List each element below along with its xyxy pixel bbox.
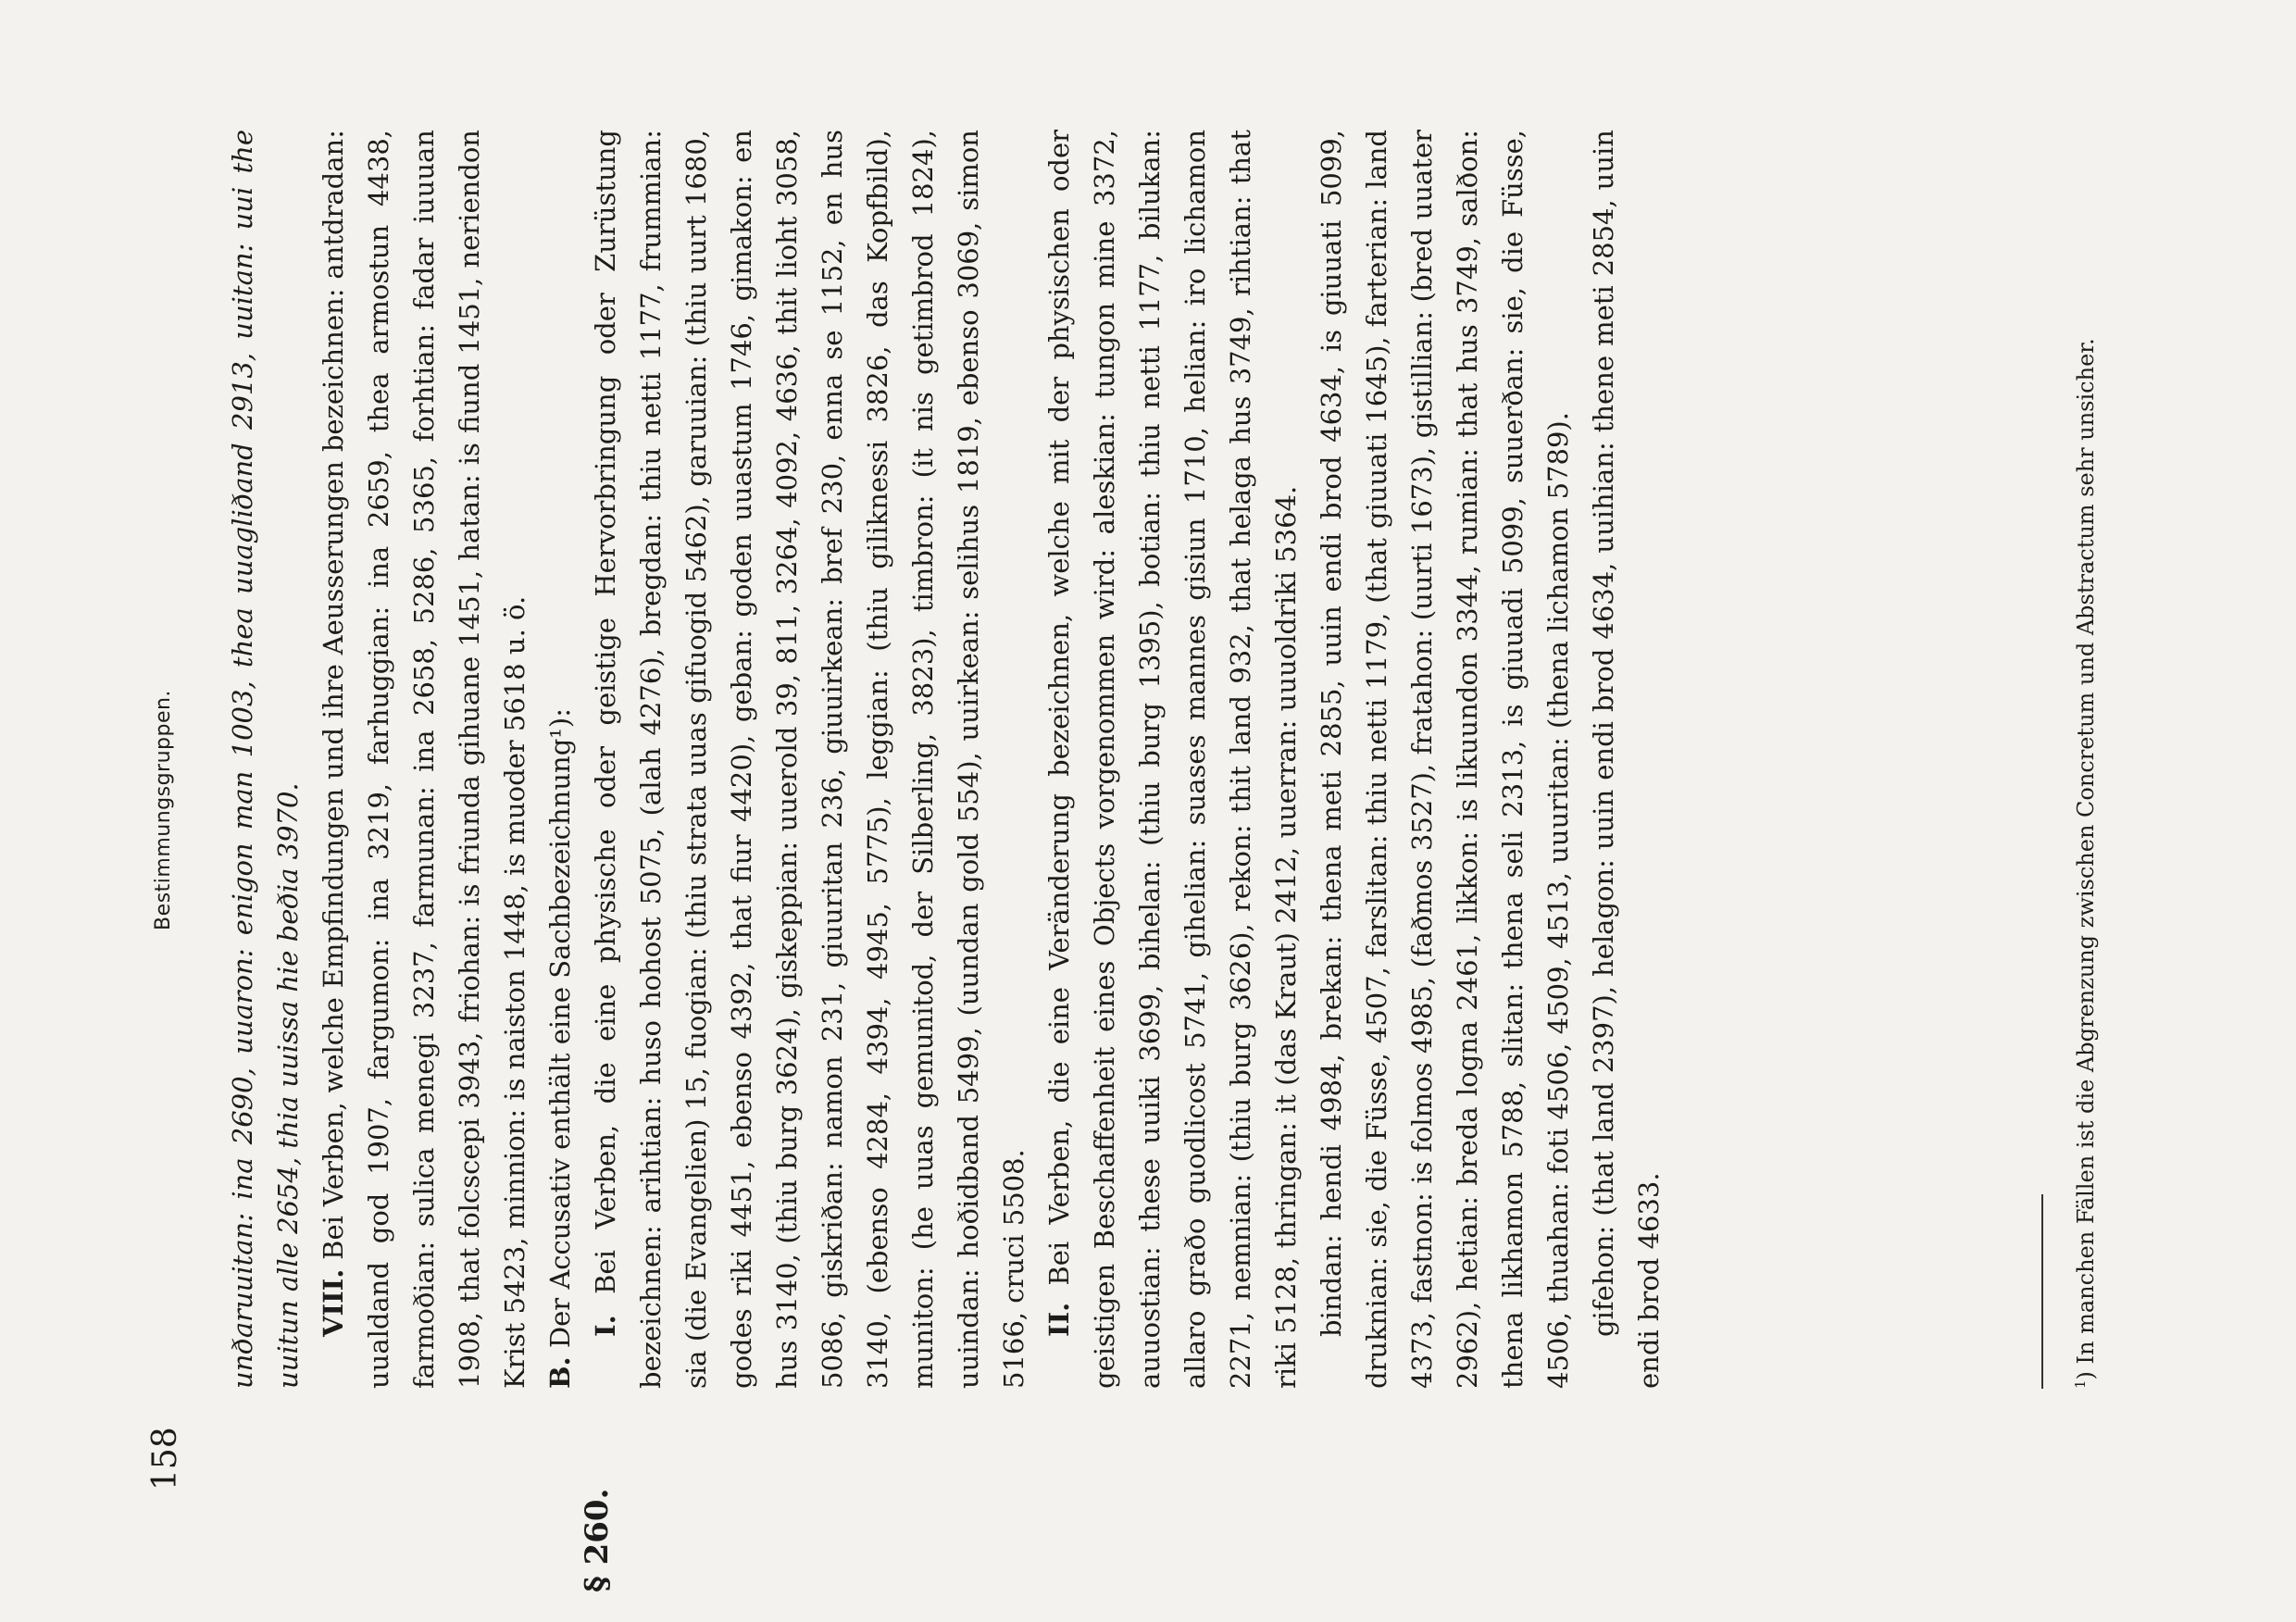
section-label: § 260. (579, 1488, 616, 1592)
letter-b: B. (544, 1356, 576, 1389)
footnote-mark: 1 (2072, 1379, 2089, 1389)
numeral-i: I. (590, 1315, 621, 1337)
numeral-ii: II. (1043, 1302, 1075, 1337)
paragraph-bindan: bindan: hendi 4984, brekan: thena meti 2855, uuin endi brod 4634, is giuuati 5099, druknian: sie, die Füsse, 4507, farslitan: thiu netti 1179, (that giuuati 1645), farterian: land 4373, fastnon: is folmos 4985, (faðmos 3527), fratahon: (uurti 1673), gistillian: (bred uuater 2962), hetian: breda logna 2461, likkon: is likuundon 3344, rumian: that hus 3749, salðon: thena likhamon 5788, slitan: thena seli 2313, is giuuadi 5099, suuerðan: sie, die Füsse, 4506, thuahan: foti 4506, 4509, 4513, uuuritan: (thena lichamon 5789). (1316, 130, 1574, 1389)
paragraph-ii: II. Bei Verben, die eine Veränderung bezeichnen, welche mit der physischen oder geistigen Beschaffenheit eines Objects vorgenommen wird: aleskian: tungon mine 3372, auuostian: these uuiki 3699, bihelan: (thiu burg 1395), botian: thiu netti 1177, bilukan: allaro graðo guodlicost 5741, gihelian: suases mannes gisiun 1710, helian: iro lichamon 2271, nemnian: (thiu burg 3626), rekon: thit land 932, that helaga hus 3749, rihtian: that riki 5128, thringan: it (das Kraut) 2412, uuerran: uuuoldriki 5364. (1043, 129, 1302, 1389)
paragraph-viii: VIII. Bei Verben, welche Empfindungen und ihre Aeusserungen bezeichnen: antdradan: uualdand god 1907, fargumon: ina 3219, farhuggian: ina 2659, thea armostun 4438, farmoðian: sulica menegi 3237, farmunan: ina 2658, 5286, 5365, forhtian: fadar iuuuan 1908, that folcscepi 3943, friohan: is friunda gihuane 1451, hatan: is fiund 1451, neriendon Krist 5423, minnion: is naiston 1448, is muoder 5618 u. ö. (318, 130, 530, 1389)
footnote-rule (2041, 1194, 2043, 1389)
running-head: Bestimmungsgruppen. (152, 690, 175, 930)
heading-b: B. Der Accusativ enthält eine Sachbezeichnung¹): (544, 708, 576, 1389)
footnote: $^1$) In manchen Fällen ist die Abgrenzung zwischen Concretum und Abstractum sehr unsicher. (2072, 338, 2099, 1389)
main-text (220, 130, 1672, 1389)
paragraph-i: I. Bei Verben, die eine physische oder geistige Hervorbringung oder Zurüstung bezeichnen: arihtian: huso hohost 5075, (alah 4276), bregdan: thiu netti 1177, frummian: sia (die Evangelien) 15, fuogian: (thiu strata uuas gifuogid 5462), garuuian: (thiu uurt 1680, godes riki 4451, ebenso 4392, that fiur 4420), geban: goden uuastum 1746, gimakon: en hus 3140, (thiu burg 3624), giskeppian: uuerold 39, 811, 3264, 4092, 4636, thit lioht 3058, 5086, giskriðan: namon 231, giuuritan 236, giuuirkean: bref 230, enna se 1152, en hus 3140, (ebenso 4284, 4394, 4945, 5775), leggian: (thiu giliknessi 3826, das Kopfbild), muniton: (he uuas gemunitod, der Silberling, 3823), timbron: (it nis getimbrod 1824), uuindan: hoðidband 5499, (uundan gold 554), uuirkean: selihus 1819, ebenso 3069, simon 5166, cruci 5508. (590, 130, 1029, 1389)
paragraph-continuation: unðaruuitan: ina 2690, uuaron: enigon man 1003, thea uuagliðand 2913, uuitan: uui the uuitun alle 2654, thia uuissa hie beðia 3970. (227, 130, 304, 1389)
numeral-viii: VIII. (318, 1268, 349, 1337)
rotated-page (19, 28, 2277, 1602)
page-number: 158 (146, 1427, 184, 1491)
paragraph-gifehon: gifehon: (that land 2397), helagon: uuin endi brod 4634, uuihian: thene meti 2854, uuin endi brod 4633. (1588, 130, 1665, 1389)
footnote-text: In manchen Fällen ist die Abgrenzung zwischen Concretum und Abstractum sehr unsicher. (2073, 338, 2099, 1365)
page-header (146, 130, 187, 1491)
